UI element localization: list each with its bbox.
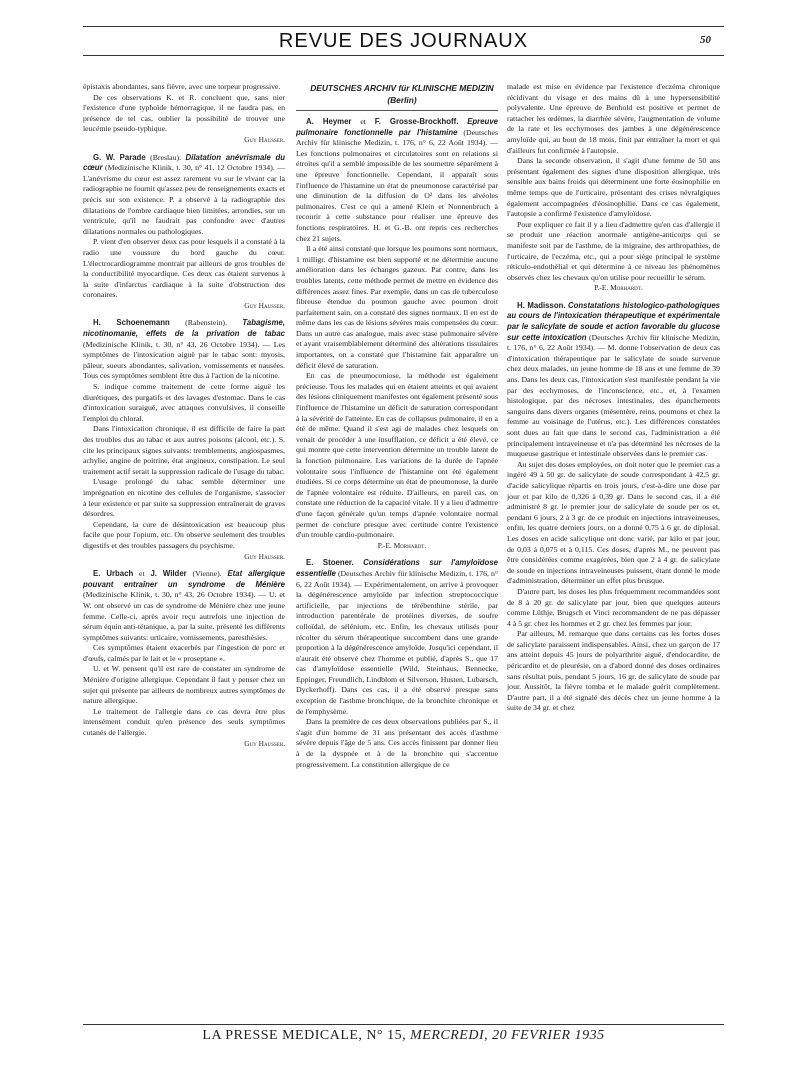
signature: Guy Hausser.: [244, 551, 285, 561]
entry-conjunction: et: [139, 569, 145, 579]
signature: Guy Hausser.: [244, 134, 285, 144]
entry-author-2: J. Wilder: [150, 569, 187, 579]
column-left: [83, 82, 285, 749]
footer-journal: LA PRESSE MEDICALE,: [202, 1028, 363, 1043]
entry-author: G. W. Parade: [93, 152, 146, 162]
entry-author: E. Urbach: [93, 569, 134, 579]
signature: P.-E. Morhardt.: [594, 283, 643, 293]
signature: P.-E. Morhardt.: [377, 540, 427, 550]
review-entry: [83, 318, 285, 382]
entry-title: Considérations sur l'amyloïdose essentielle: [296, 558, 498, 578]
entry-city: (Vienne).: [192, 569, 222, 579]
entry-author: H. Schoenemann: [93, 318, 170, 328]
column-right: [507, 82, 720, 714]
entry-body: (Deutsches Archiv für klinische Medizin, t. 176, n° 6, 22 Août 1934). — Les fonctions pulmonaires et circulatoires sont en relations si étroites qu'il a semblé impossible de les soumettre séparément à une épreuve fonctionnelle. Cependant, il apparaît sous l'influence de l'histamine un état de pneumonose caractérisé par une diminution de la diffusion de O² dans les alvéoles pulmonaires. C'est ce qui a amené Klein et Nonnenbruch à recourir à cette substance pour réaliser une épreuve des fonctions respiratoires. H. et G.-B. ont repris ces recherches chez 21 sujets.: [296, 127, 498, 243]
paragraph: P. vient d'en observer deux cas pour lesquels il a constaté à la radio une voussure du bord gauche du cœur. L'électrocardiogramme montrait par ailleurs de gros troubles de la conductibilité myocardique. Ces deux cas étaient survenus à la suite d'infarctus cardiaque à la suite d'obstruction des coronaires.: [83, 237, 285, 300]
entry-title: Constatations histologico-pathologiques au cours de l'intoxication thérapeutique et expérimentale par le salicylate de soude et action favorable du glucose sur cette intoxication: [507, 300, 721, 342]
entry-author-2: F. Grosse-Brockhoff.: [374, 117, 459, 126]
paragraph: De ces observations K. et R. concluent que, sans nier l'existence d'une typhoïde hémorragique, il ne faudra pas, en présence de tel cas, oublier la possibilité de trouver une leucémie pseudo-typhique.: [83, 92, 285, 134]
paragraph: Dans l'intoxication chronique, il est difficile de faire la part des troubles dus au tabac et aux autres poisons (alcool, etc.). S. cite les principaux signes suivants: tremblements, angiospasmes, achylie, angine de poitrine, état angineux, constipation. Le seul traitement actif serait la suppression radicale de l'usage du tabac.: [83, 424, 285, 476]
entry-body: (Medizinische Klinik, t. 30, n° 41, 12 Octobre 1934). — L'anévrisme du cœur est assez rarement vu sur le vivant car la radiographie ne fournit qu'assez peu de renseignements exacts et précis sur son existence. P. a observé à la radiographie des dilatations de l'ombre cardiaque bien limitées, arrondies, sur un ventricule, qu'il ne faudrait pas confondre avec d'autres dilatations normales ou pathologiques.: [83, 163, 285, 236]
paragraph: Il a été ainsi constaté que lorsque les poumons sont normaux, 1 milligr. d'histamine est bien supporté et ne détermine aucune amélioration dans les échanges gazeux. Par contre, dans les troubles latents, cette méthode permet de mettre en évidence des différences assez fines. Par exemple, dans un cas de tuberculose fibreuse étendue du poumon gauche avec poumon droit parfaitement sain, on a constaté des signes normaux. Il en est de même dans les cas de lésions sévères mais compensées du cœur. Dans un autre cas analogue, mais avec stase pulmonaire sévère et ayant vraisemblablement déterminé des altérations tissulaires importantes, on a constaté que l'histamine fait apparaître un déficit élevé de saturation.: [296, 244, 498, 370]
paragraph: Ces symptômes étaient exacerbés par l'ingestion de porc et d'œufs, calmés par le lait et le « proseptane ».: [83, 643, 285, 663]
journal-header-title: REVUE DES JOURNAUX: [278, 30, 529, 52]
entry-author: E. Stoener.: [306, 558, 354, 568]
entry-title: Dilatation anévrismale du cœur: [83, 152, 285, 173]
paragraph: U. et W. pensent qu'il est rare de constater un syndrome de Ménière d'origine allergique. Cependant il faut y penser chez un sujet qui présente par ailleurs de nombreux autres symptômes de nature allergique.: [83, 664, 285, 706]
column-middle: [296, 82, 498, 770]
paragraph: Dans la première de ces deux observations publiées par S., il s'agit d'un homme de 31 ans présentant des accès d'asthme sévère depuis l'âge de 5 ans. Ces accès finissent par donner lieu à de la dyspnée et à de la bronchite qui s'accentue progressivement. La constitution allergique de ce: [296, 717, 498, 769]
entry-body: (Medizinische Klinik, t. 30, n° 43, 26 Octobre 1934). — U. et W. ont observé un cas de syndrome de Ménière chez une jeune femme. Celle-ci, après avoir reçu autrefois une injection de sérum équin anti-tétanique, a, par la suite, présenté les différents symptômes suivants: urticaire, vomissements, paresthésies.: [83, 590, 285, 642]
entry-body: (Deutsches Archiv für klinische Medizin, t. 176, n° 6, 22 Août 1934). — Expérimentalement, on arrive à provoquer la dégénérescence amyloïde par infection streptococcique artificielle, par injections de térébenthine stérile, par introduction parentérale de protéines diverses, de soufre colloïdal, de sélénium, etc. Enfin, les chevaux utilisés pour récolter du sérum thérapeutique succombent dans une grande proportion à la dégénérescence amyloïde. Jusqu'ici cependant, il n'aurait été observé chez l'homme et publié, d'après S., que 17 cas d'amyloïdose essentielle (Wild, Steinhaus, Bennecke, Eppinger, Freundlich, Lindblom et Silverson, Husten, Lubarsch, Dyckerhoff). Dans ces cas, il a été observé presque sans exception de l'asthme bronchique, de la bronchite chronique et de l'emphysème.: [296, 568, 498, 716]
review-entry: [83, 153, 285, 238]
review-entry: [296, 558, 498, 717]
section-divider: [296, 110, 498, 111]
paragraph: Le traitement de l'allergie dans ce cas devra être plus intensément conduit qu'en présence des seuls symptômes cutanés de l'allergie.: [83, 706, 285, 738]
entry-city: (Breslau).: [150, 152, 182, 162]
entry-city: (Rabenstein).: [185, 318, 227, 328]
entry-author: H. Madisson.: [517, 300, 566, 310]
paragraph: S. indique comme traitement de cette forme aiguë les diurétiques, des purgatifs et des lavages d'estomac. Dans le cas d'intoxication suraiguë, avec attaques convulsives, il conseille l'emploi du chloral.: [83, 382, 285, 423]
paragraph: Pour expliquer ce fait il y a lieu d'admettre qu'en cas d'allergie il se produit une réaction anormale antigène-anticorps qui se manifeste soit par de l'asthme, de la migraine, des arthropathies, de l'urticaire, de l'eczéma, etc., qui a pour siège principal le système réticulo-endothélial et qui détermine à ce niveau les phénomènes observés chez les chevaux qu'on utilise pour recueillir le sérum.: [507, 219, 720, 282]
paragraph: Par ailleurs, M. remarque que dans certains cas les fortes doses de salicylate paraissent indispensables. Ainsi, chez un garçon de 17 ans atteint depuis 45 jours de polyarthrite aiguë, d'endocardite, de péricardite et de pleurésie, on a d'abord donné des doses ordinaires sans résultat puis, pendant 5 jours, 16 gr. de salicylate de soude par jour. Aussitôt, la fièvre tomba et le malade guérit complètement. D'autre part, il a été signalé des décès chez un jeune homme à la suite de 34 gr. et chez: [507, 629, 720, 713]
entry-title: Etat allergique pouvant entraîner un syndrome de Ménière: [83, 569, 286, 589]
footer-issue: N° 15,: [366, 1028, 407, 1043]
footer-date: MERCREDI, 20 FEVRIER 1935: [410, 1028, 605, 1043]
header-rule-bottom: [83, 55, 724, 56]
paragraph: Cependant, la cure de désintoxication est beaucoup plus facile que pour l'opium, etc. On observe seulement des troubles digestifs et des troubles passagers du psychisme.: [83, 519, 285, 550]
paragraph: En cas de pneumoconiose, la méthode est également précieuse. Tous les malades qui en étaient atteints et qui avaient des lésions cliniquement manifestes ont également présenté sous l'influence de l'histamine un déficit de saturation correspondant à la sévérité de l'atteinte. En cas de collapsus pulmonaire, il en a été de même. Quand il s'est agi de malades chez lesquels on venait de procéder à une insufflation, ce déficit a été élevé, ce qui montre que cette intervention détermine un trouble latent de la fonction pulmonaire. Les variations de la durée de l'apnée volontaire sous l'influence de l'histamine ont été également étudiées. Si ce corps détermine un état de pneumonose, la durée de l'apnée volontaire est réduite. D'ailleurs, en pareil cas, on constate une réduction de la capacité vitale. Il y a lieu d'admettre d'une façon générale qu'un temps d'apnée volontaire normal permet de conclure presque avec certitude contre l'existence d'un trouble cardio-pulmonaire.: [296, 371, 498, 540]
journal-section-city: (Berlin): [387, 95, 417, 105]
review-entry: [83, 569, 285, 643]
paragraph: Au sujet des doses employées, on doit noter que le premier cas a ingéré 49 à 50 gr. de salicylate de soude correspondant à 42,5 gr. d'acide salicylique répartis en trois jours, c'est-à-dire une dose par jour et par kilo de 0,326 à 0,39 gr. Dans le second cas, il a été administré 8 gr. le premier jour de salicylate de soude per os et, pendant 6 jours, 2 à 3 gr. de ce produit en injections intraveineuses, enfin, les quatre derniers jours, on a donné 0,75 à 6 gr. de diplosal. Les doses en acide salicylique ont donc varié, par kilo et par jour, de 0,03 à 0,075 et à 0,115. Ces doses, d'après M., ne peuvent pas être considérées comme exagérées, bien que 2 à 4 gr. de salicylate de soude en injections intraveineuses puissent, étant donné le mode d'administration, déterminer un effet plus brusque.: [507, 459, 720, 586]
signature: Guy Hausser.: [244, 300, 285, 310]
header-rule-top: [83, 26, 724, 27]
review-entry: [296, 117, 498, 244]
journal-section-name: DEUTSCHES ARCHIV für KLINISCHE MEDIZIN: [310, 83, 494, 93]
signature: Guy Hausser.: [244, 738, 285, 748]
entry-body: (Medizinische Klinik, t. 30, n° 43, 26 Octobre 1934). — Les symptômes de l'intoxication aiguë par le tabac sont: myosis, pâleur, sueurs abondantes, salivation, vomissements et nausées. Tous ces symptômes semblent être dus à l'action de la nicotine.: [83, 339, 285, 381]
paragraph: épistaxis abondantes, sans fièvre, avec une torpeur progressive.: [83, 82, 281, 91]
entry-conjunction: et: [360, 117, 366, 126]
paragraph: D'autre part, les doses les plus fréquemment recommandées sont de 8 à 20 gr. de salicylate par jour, bien que quelques auteurs comme Lüthje, Brugsch et Vinci recommandent de ne pas dépasser 4 à 5 gr. chez les hommes et 2 gr. chez les femmes par jour.: [507, 586, 720, 628]
entry-author: A. Heymer: [306, 117, 352, 126]
entry-title: Epreuve pulmonaire fonctionnelle par l'histamine: [296, 117, 498, 137]
entry-title: Tabagisme, nicotinomanie, effets de la privation de tabac: [83, 318, 286, 339]
footer-rule: [83, 1024, 724, 1025]
paragraph: malade est mise en évidence par l'existence d'eczéma chronique récidivant du visage et des mains dû à une hypersensibilité polyvalente. Une épreuve de Benhold est positive et permet de rattacher les œdèmes, la diarrhée sévère, l'augmentation de volume de la rate et les ecchymoses des jambes à une dégénérescence amyloïde qui, au bout de 18 mois, finit par entraîner la mort et qui d'ailleurs fut confirmée à l'autopsie.: [507, 82, 720, 155]
review-entry: [507, 301, 720, 460]
page-number: 50: [700, 34, 711, 46]
entry-body: (Deutsches Archiv für klinische Medizin, t. 176, n° 6, 22 Août 1934). — M. donne l'observation de deux cas d'intoxication thérapeutique par le salicylate de soude survenue chez deux malades, un jeune homme de 18 ans et une femme de 39 ans. Dans les deux cas, l'intoxication s'est manifestée pendant la vie par des ecchymoses, de l'inconscience, etc., et, à l'examen histologique, par des nécroses intestinales, des épanchements sanguins dans divers organes (mésentère, reins, poumons et chez la femme au voisinage de l'utérus, etc.). Les différences constatées sont dues au fait que dans le second cas, l'administration a été principalement intraveineuse et n'a pas déterminé les nécroses de la muqueuse gastrique et intestinale observées dans le premier cas.: [507, 332, 720, 459]
paragraph: Dans la seconde observation, il s'agit d'une femme de 50 ans présentant également des signes d'une disposition allergique, très sensible aux bains froids qui déterminent une forte éosinophilie en même temps que de l'urticaire, présentant des crises névralgiques également accompagnées d'éosinophilie. Dans ce cas également, l'autopsie a confirmé l'existence d'amyloïdose.: [507, 156, 720, 219]
page-footer: [83, 1028, 724, 1044]
paragraph: L'usage prolongé du tabac semble déterminer une imprégnation en nicotine des cellules de l'organisme, s'associer à leur existence et par suite sa suppression entraînerait de graves désordres.: [83, 477, 285, 519]
